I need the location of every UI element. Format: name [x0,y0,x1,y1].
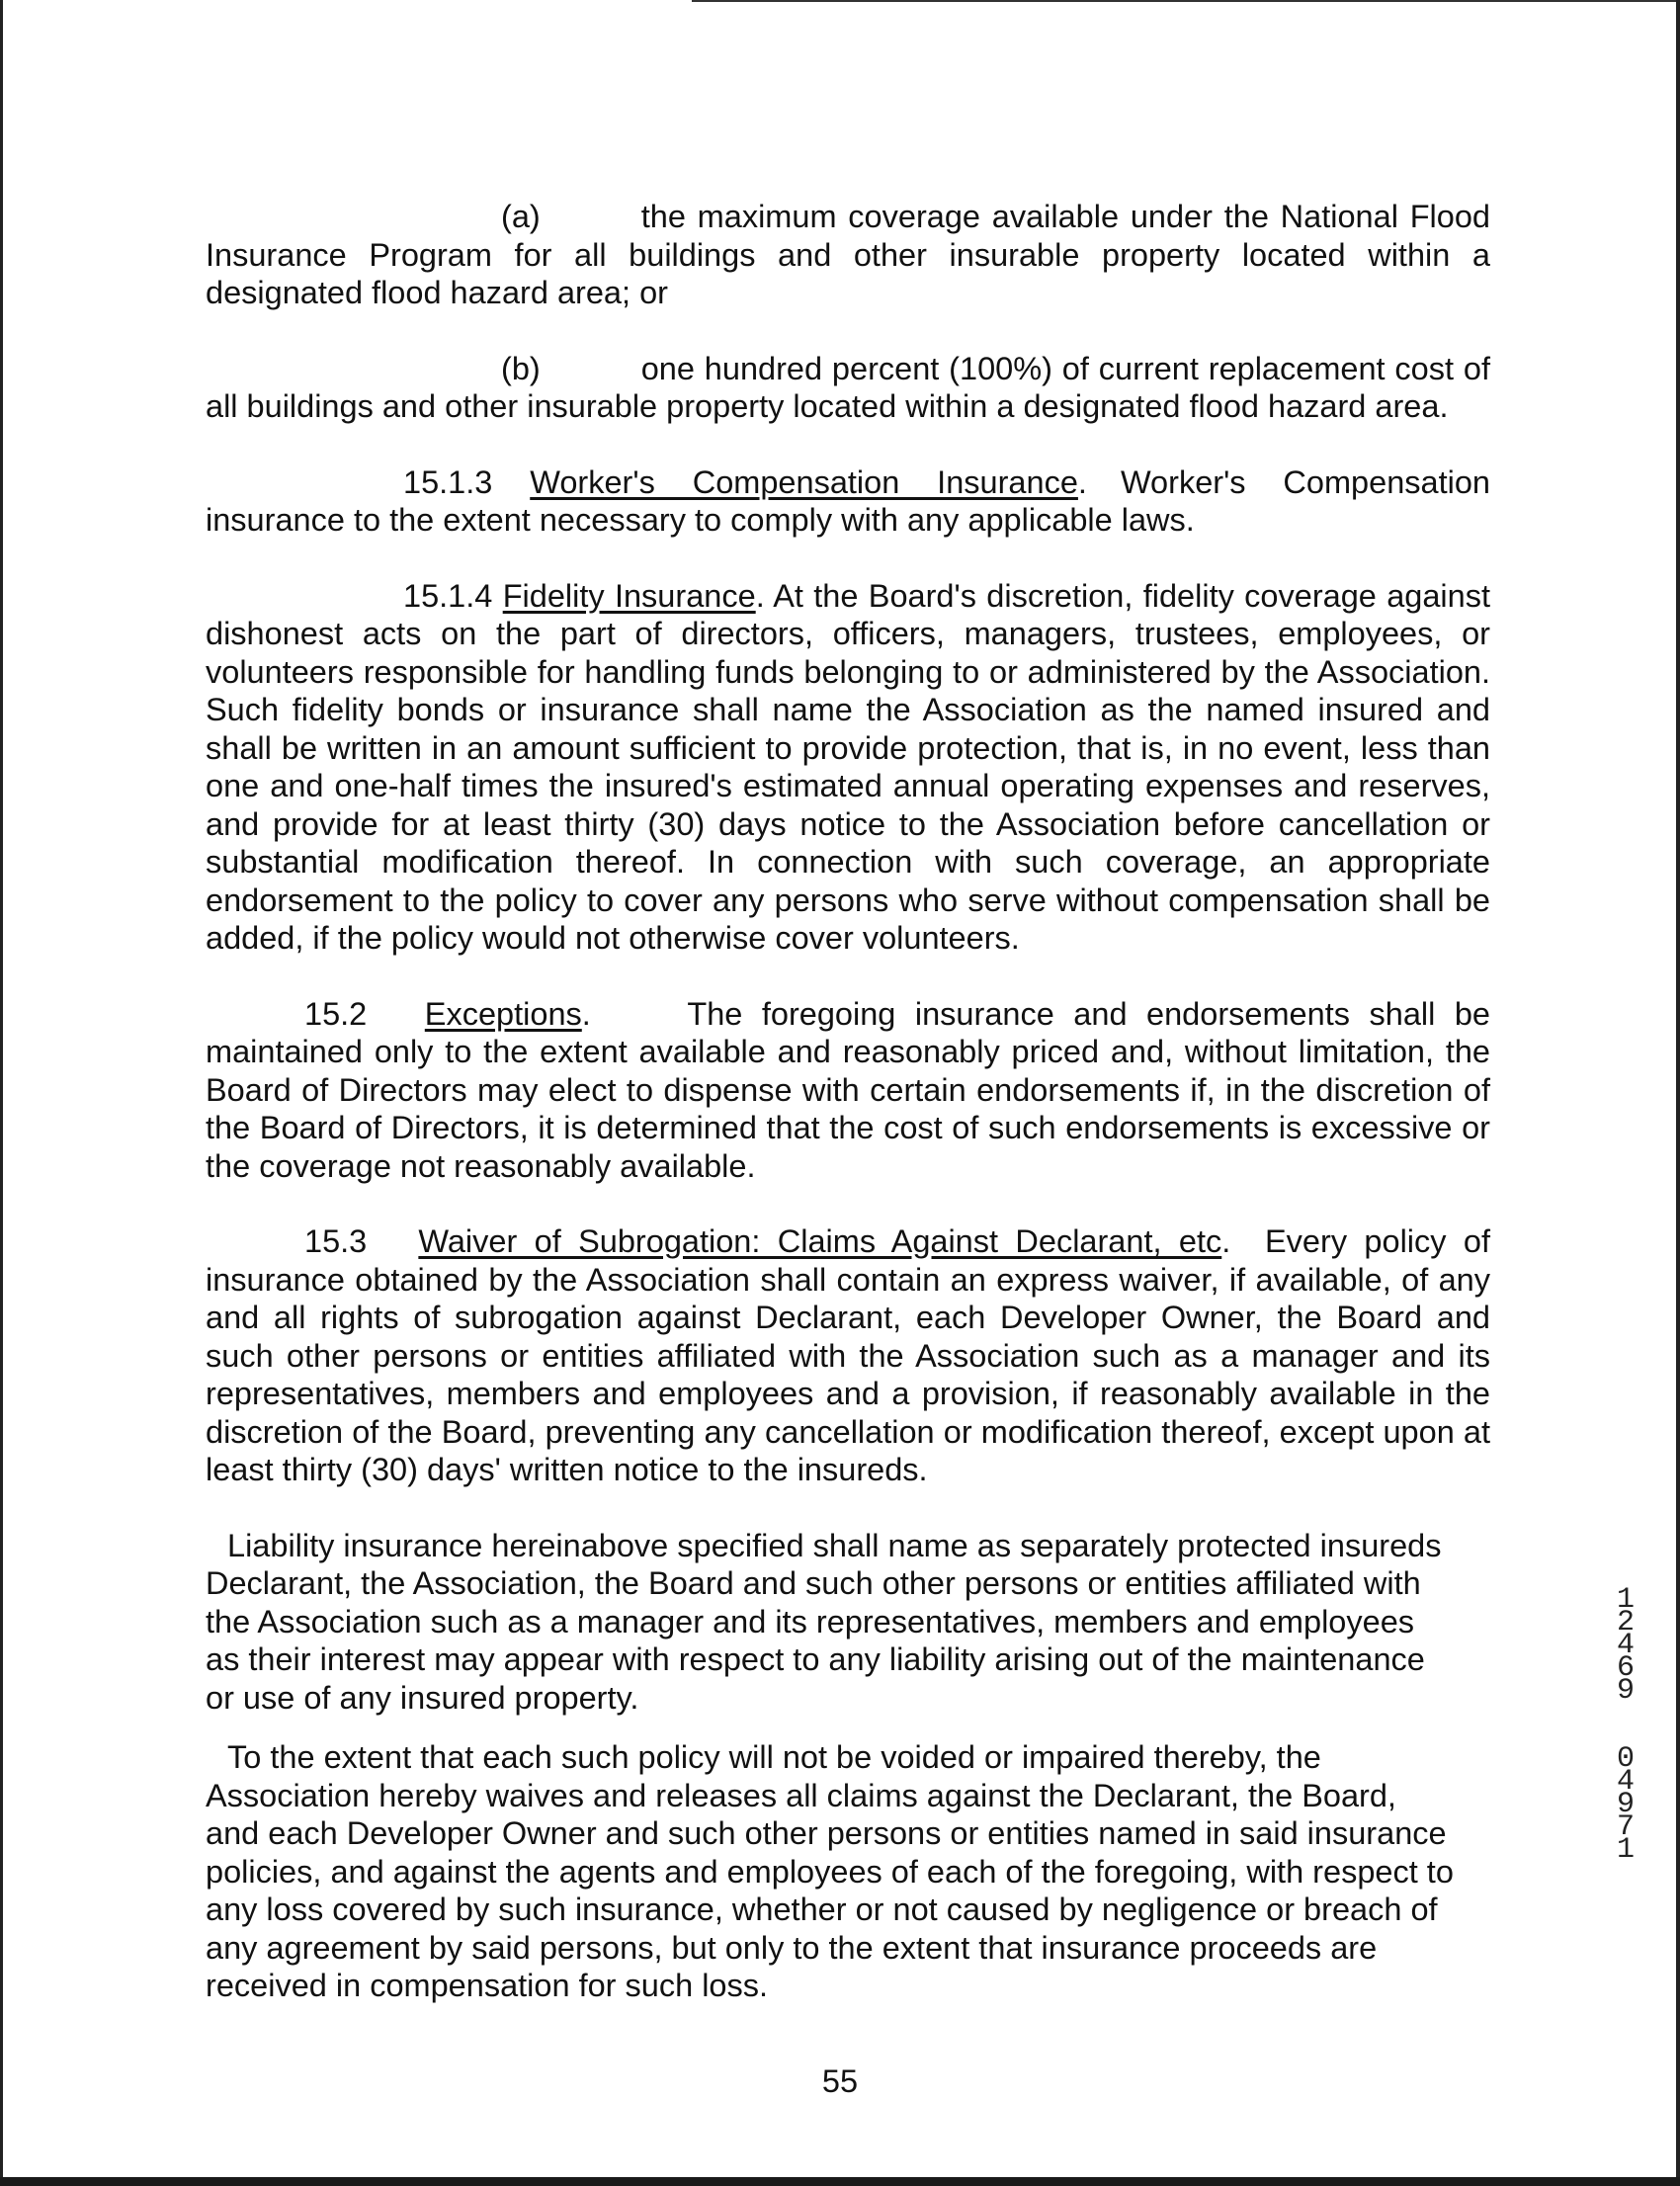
item-label: (b) [501,350,541,386]
section-heading: Waiver of Subrogation: Claims Against Declarant, etc [418,1223,1222,1259]
section-text: The foregoing insurance and endorsements shall be maintained only to the extent available and reasonably priced and, without limitation, the Board of Directors may elect to dispense with certain endorsements if, in the discretion of the Board of Directors, it is determined that the cost of such endorsements is excessive or the coverage not reasonably available. [206,995,1490,1184]
scan-border-top [692,0,1680,2]
section-text: At the Board's discretion, fidelity coverage against dishonest acts on the part of directors, officers, managers, trustees, employees, or volunteers responsible for handling funds belonging to or administered by the Association. Such fidelity bonds or insurance shall name the Association as the named insured and shall be written in an amount sufficient to provide protection, that is, in no event, less than one and one-half times the insured's estimated annual operating expenses and reserves, and provide for at least thirty (30) days notice to the Association before cancellation or substantial modification thereof. In connection with such coverage, an appropriate endorsement to the policy to cover any persons who serve without compensation shall be added, if the policy would not otherwise cover volunteers. [206,577,1490,956]
page-number: 55 [821,2063,859,2099]
section-15-3: 15.3 Waiver of Subrogation: Claims Against Declarant, etc. Every policy of insurance obtained by the Association shall contain an express waiver, if available, of any and all rights of subrogation against Declarant, each Developer Owner, the Board and such other persons or entities affiliated with the Association such as a manager and its representatives, members and employees and a provision, if reasonably available in the discretion of the Board, preventing any cancellation or modification thereof, except upon at least thirty (30) days' written notice to the insureds. [206,1223,1490,1487]
recording-number-stamp: 1 2 4 6 9 0 4 9 7 1 [1616,1583,1635,1867]
section-heading: Exceptions [424,995,582,1032]
section-text: Worker's Compensation insurance to the extent necessary to comply with any applicable laws. [206,463,1490,538]
item-label: (a) [501,199,541,234]
section-15-1-4: 15.1.4 Fidelity Insurance. At the Board's discretion, fidelity coverage against dishonest acts on the part of directors, officers, managers, trustees, employees, or volunteers responsible for handling funds belonging to or administered by the Association. Such fidelity bonds or insurance shall name the Association as the named insured and shall be written in an amount sufficient to provide protection, that is, in no event, less than one and one-half times the insured's estimated annual operating expenses and reserves, and provide for at least thirty (30) days notice to the Association before cancellation or substantial modification thereof. In connection with such coverage, an appropriate endorsement to the policy to cover any persons who serve without compensation shall be added, if the policy would not otherwise cover volunteers. [206,577,1490,956]
paragraph-flood-a [206,198,1490,312]
section-number: 15.1.4 [403,577,493,614]
scan-border-left [0,0,3,2186]
document-body [206,198,1490,2043]
scan-border-bottom [0,2177,1680,2186]
scan-border-right [1676,0,1680,2186]
item-text: one hundred percent (100%) of current replacement cost of all buildings and other insurable property located within a designated flood hazard area. [206,350,1490,424]
section-heading: Worker's Compensation Insurance [530,463,1078,500]
section-heading: Fidelity Insurance [502,577,756,614]
paragraph-text: Liability insurance hereinabove specified shall name as separately protected insureds Declarant, the Association, the Board and such other persons or entities affiliated with the Association such as a manager and its representatives, members and employees as their interest may appear with respect to any liability arising out of the maintenance or use of any insured property. [206,1527,1442,1716]
section-number: 15.1.3 [403,463,493,500]
paragraph-flood-b [206,350,1490,426]
section-15-1-3: 15.1.3 Worker's Compensation Insurance. Worker's Compensation insurance to the extent necessary to comply with any applicable laws. [206,463,1490,538]
section-number: 15.3 [304,1223,368,1259]
paragraph-release-of-claims [206,1738,1457,2005]
paragraph-text: To the extent that each such policy will not be voided or impaired thereby, the Association hereby waives and releases all claims against the Declarant, the Board, and each Developer Owner and such other persons or entities named in said insurance policies, and against the agents and employees of each of the foregoing, with respect to any loss covered by such insurance, whether or not caused by negligence or breach of any agreement by said persons, but only to the extent that insurance proceeds are received in compensation for such loss. [206,1739,1454,2003]
section-number: 15.2 [304,995,368,1032]
section-text: Every policy of insurance obtained by the Association shall contain an express waiver, if available, of any and all rights of subrogation against Declarant, each Developer Owner, the Board and such other persons or entities affiliated with the Association such as a manager and its representatives, members and employees and a provision, if reasonably available in the discretion of the Board, preventing any cancellation or modification thereof, except upon at least thirty (30) days' written notice to the insureds. [206,1223,1490,1487]
item-text: the maximum coverage available under the National Flood Insurance Program for all buildings and other insurable property located within a designated flood hazard area; or [206,199,1490,310]
paragraph-liability-insureds [206,1527,1457,1718]
section-15-2: 15.2 Exceptions. The foregoing insurance and endorsements shall be maintained only to the extent available and reasonably priced and, without limitation, the Board of Directors may elect to dispense with certain endorsements if, in the discretion of the Board of Directors, it is determined that the cost of such endorsements is excessive or the coverage not reasonably available. [206,995,1490,1184]
